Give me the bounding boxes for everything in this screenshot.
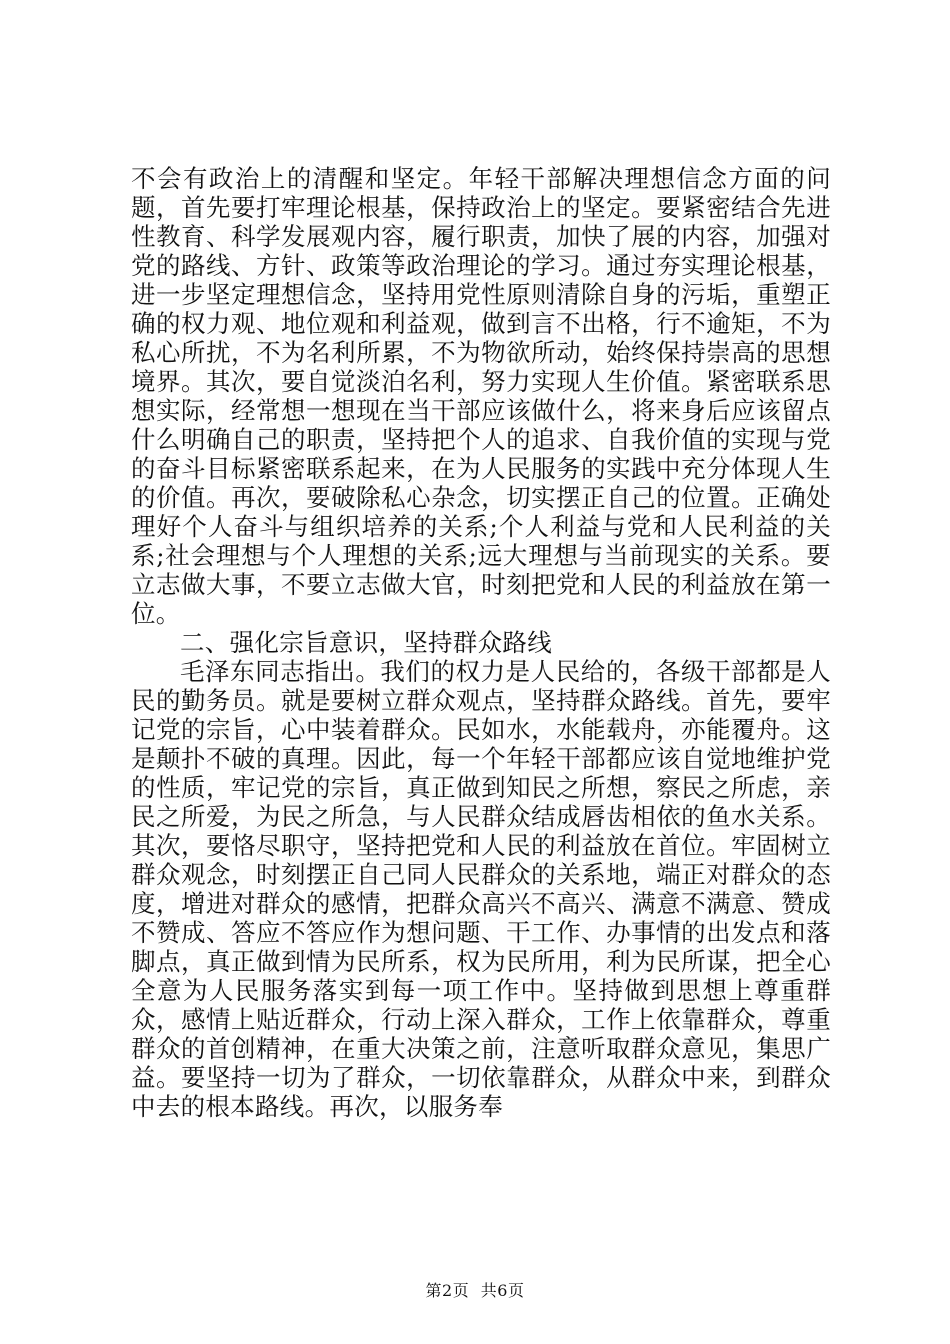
page-total: 共6页 <box>480 1281 525 1300</box>
document-body <box>131 164 831 1121</box>
paragraph-continuation: 不会有政治上的清醒和坚定。年轻干部解决理想信念方面的问题，首先要打牢理论根基，保持政治上的坚定。要紧密结合先进性教育、科学发展观内容，履行职责，加快了展的内容，加强对党的路线、方针、政策等政治理论的学习。通过夯实理论根基，进一步坚定理想信念，坚持用党性原则清除自身的污垢，重塑正确的权力观、地位观和利益观，做到言不出格，行不逾矩，不为私心所扰，不为名利所累，不为物欲所动，始终保持崇高的思想境界。其次，要自觉淡泊名利，努力实现人生价值。紧密联系思想实际，经常想一想现在当干部应该做什么，将来身后应该留点什么明确自己的职责，坚持把个人的追求、自我价值的实现与党的奋斗目标紧密联系起来，在为人民服务的实践中充分体现人生的价值。再次，要破除私心杂念，切实摆正自己的位置。正确处理好个人奋斗与组织培养的关系;个人利益与党和人民利益的关系;社会理想与个人理想的关系;远大理想与当前现实的关系。要立志做大事，不要立志做大官，时刻把党和人民的利益放在第一位。 <box>131 164 831 628</box>
page-footer <box>0 1278 950 1301</box>
paragraph-body: 毛泽东同志指出。我们的权力是人民给的，各级干部都是人民的勤务员。就是要树立群众观点，坚持群众路线。首先，要牢记党的宗旨，心中装着群众。民如水，水能载舟，亦能覆舟。这是颠扑不破的真理。因此，每一个年轻干部都应该自觉地维护党的性质，牢记党的宗旨，真正做到知民之所想，察民之所虑，亲民之所爱，为民之所急，与人民群众结成唇齿相依的鱼水关系。其次，要恪尽职守，坚持把党和人民的利益放在首位。牢固树立群众观念，时刻摆正自己同人民群众的关系地，端正对群众的态度，增进对群众的感情，把群众高兴不高兴、满意不满意、赞成不赞成、答应不答应作为想问题、干工作、办事情的出发点和落脚点，真正做到情为民所系，权为民所用，利为民所谋，把全心全意为人民服务落实到每一项工作中。坚持做到思想上尊重群众，感情上贴近群众，行动上深入群众，工作上依靠群众，尊重群众的首创精神，在重大决策之前，注意听取群众意见，集思广益。要坚持一切为了群众，一切依靠群众，从群众中来，到群众中去的根本路线。再次，以服务奉 <box>131 657 831 1121</box>
page-number: 第2页 <box>425 1281 470 1300</box>
section-heading: 二、强化宗旨意识，坚持群众路线 <box>180 628 552 657</box>
